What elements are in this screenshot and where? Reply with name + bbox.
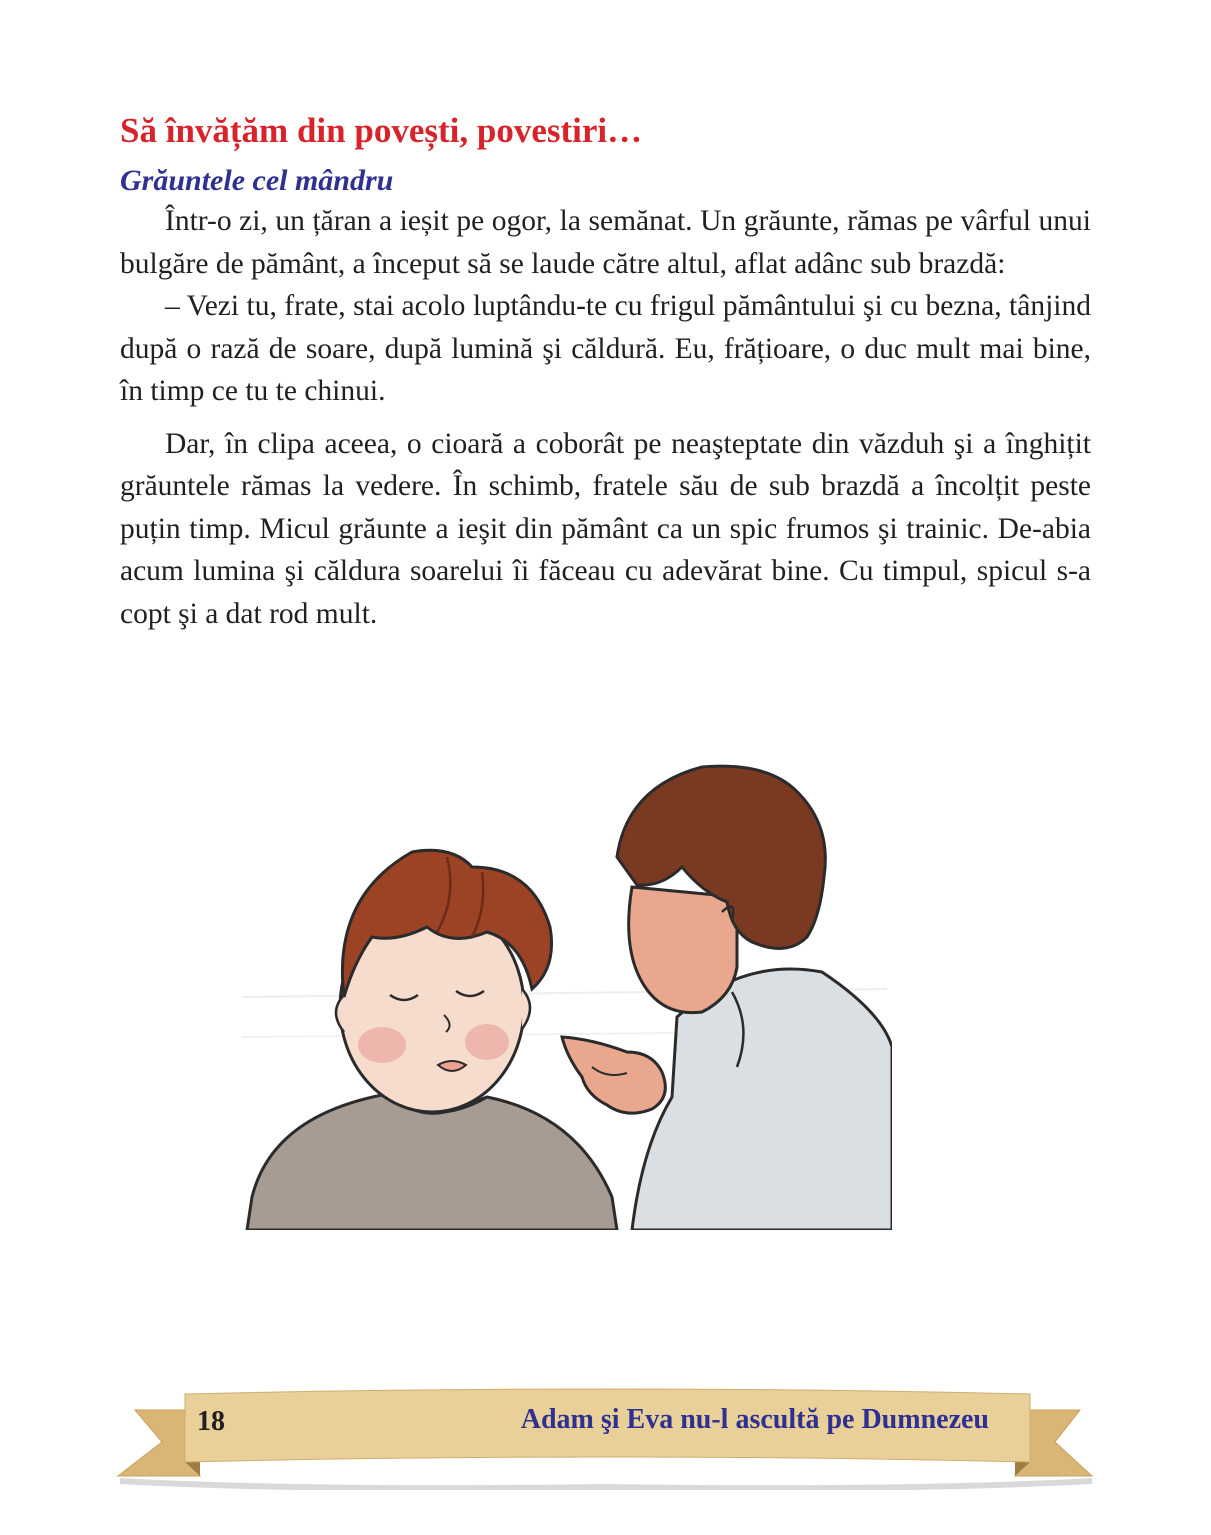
story-paragraph-1: Într-o zi, un țăran a ieșit pe ogor, la semănat. Un grăunte, rămas pe vârful unui bulgăre de pământ, a început să se laude către altul, aflat adânc sub brazdă: — [120, 205, 1091, 280]
story-illustration — [232, 727, 892, 1230]
section-title: Să învățăm din povești, povestiri… — [120, 111, 643, 150]
footer-ribbon — [0, 1380, 1211, 1490]
story-title: Grăuntele cel mândru — [120, 164, 394, 197]
story-paragraph-3: Dar, în clipa aceea, o cioară a coborât pe neaşteptate din văzduh şi a înghițit grăuntele rămas la vedere. În schimb, fratele său de sub brazdă a încolțit peste puțin timp. Micul grăunte a ieşit din pământ ca un spic frumos şi trainic. De-abia acum lumina şi căldura soarelui îi făceau cu adevărat bine. Cu timpul, spicul s-a copt şi a dat rod mult. — [120, 427, 1091, 630]
running-title: Adam şi Eva nu-l ascultă pe Dumnezeu — [520, 1404, 989, 1435]
page-number: 18 — [197, 1406, 225, 1437]
story-text — [120, 200, 1091, 635]
story-paragraph-2: – Vezi tu, frate, stai acolo luptându-te cu frigul pământului şi cu bezna, tânjind după o rază de soare, după lumină şi căldură. Eu, frățioare, o duc mult mai bine, în timp ce tu te chinui. — [120, 290, 1091, 407]
